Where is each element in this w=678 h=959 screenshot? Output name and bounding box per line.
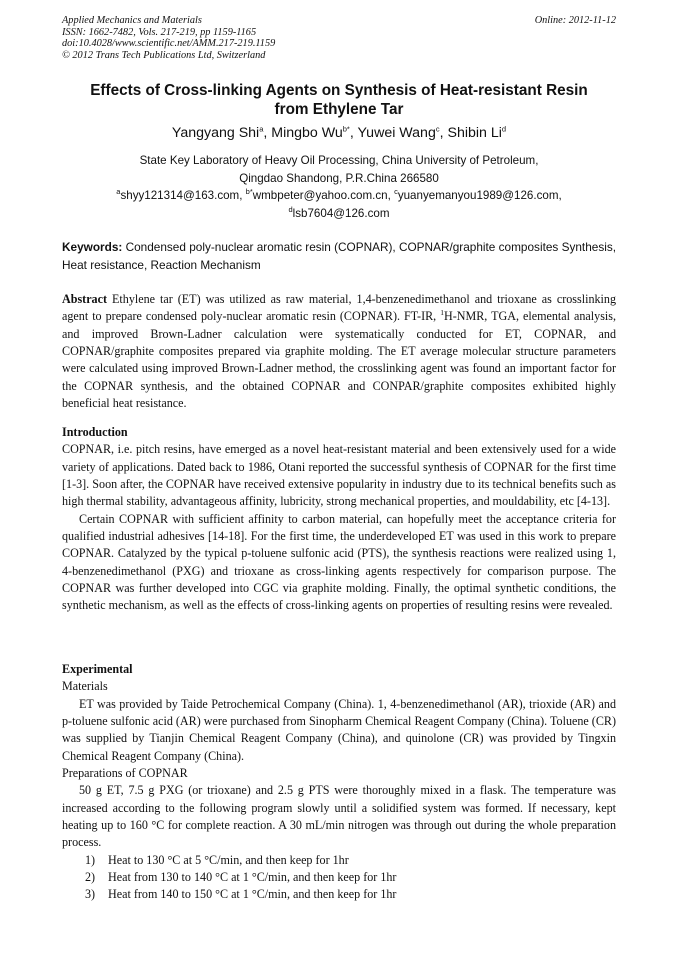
email-sup: b* xyxy=(245,187,253,197)
author-name: Yangyang Shi xyxy=(171,125,260,141)
email-address: lsb7604@126.com xyxy=(292,206,390,220)
author-sup: a xyxy=(259,124,264,134)
email-address: shyy121314@163.com, xyxy=(120,189,246,202)
title-line-2: from Ethylene Tar xyxy=(274,101,404,118)
email-address: wmbpeter@yahoo.com.cn, xyxy=(252,189,395,202)
experimental-heading: Experimental xyxy=(62,662,133,676)
email-line xyxy=(62,187,616,205)
email-sup: a xyxy=(116,187,121,197)
list-item-number: 1) xyxy=(85,852,96,867)
email-line-2 xyxy=(62,205,616,223)
email-address: yuanyemanyou1989@126.com, xyxy=(397,189,562,202)
list-item xyxy=(62,869,616,886)
abstract-label: Abstract xyxy=(62,292,108,306)
list-item xyxy=(62,886,616,903)
keywords-label: Keywords: xyxy=(62,240,123,254)
list-item-number: 3) xyxy=(85,887,96,902)
list-item xyxy=(62,852,616,869)
affiliation-line-2: Qingdao Shandong, P.R.China 266580 xyxy=(239,171,439,185)
preparation-paragraph: 50 g ET, 7.5 g PXG (or trioxane) and 2.5 g PTS were thoroughly mixed in a flask. The temperature was increased according to the following program slowly until a solidified system was formed. If necessary, kept heating up to 160 °C for complete reaction. A 30 mL/min nitrogen was through out during the whole preparation process. xyxy=(62,783,616,850)
author-sup: b* xyxy=(342,124,350,134)
abstract-text: Ethylene tar (ET) was utilized as raw material, 1,4-benzenedimethanol and trioxane as crosslinking agent to prepare condensed poly-nuclear aromatic resin (COPNAR). FT-IR, xyxy=(62,292,616,324)
introduction-paragraph-2: Certain COPNAR with sufficient affinity to carbon material, can hopefully meet the acceptance criteria for qualified industrial adhesives [14-18]. For the first time, the underdeveloped ET was used in this work to prepare COPNAR. Catalyzed by the typical p-toluene sulfonic acid (PTS), the synthesis reactions were realized using 1, 4-benzenedimethanol (PXG) and trioxane as cross-linking agents respectively for comparison purpose. The COPNAR was further developed into CGC via graphite molding. Finally, the optimal synthetic conditions, the synthetic mechanism, as well as the effects of cross-linking agents on properties of resulting resins were revealed. xyxy=(62,511,616,613)
list-item-text: Heat to 130 °C at 5 °C/min, and then keep for 1hr xyxy=(108,852,349,867)
author-sep: , xyxy=(439,125,448,141)
email-sup: c xyxy=(394,187,398,197)
list-item-text: Heat from 140 to 150 °C at 1 °C/min, and then keep for 1hr xyxy=(108,887,397,902)
materials-subheading: Materials xyxy=(62,679,108,694)
issn-line: ISSN: 1662-7482, Vols. 217-219, pp 1159-1165 xyxy=(62,26,257,38)
author-sep: , xyxy=(263,125,272,141)
author-name: Yuwei Wang xyxy=(357,125,436,141)
online-date: Online: 2012-11-12 xyxy=(534,15,616,26)
keywords-text: Condensed poly-nuclear aromatic resin (COPNAR), COPNAR/graphite composites Synthesis, Heat resistance, Reaction Mechanism xyxy=(62,240,617,272)
introduction-section xyxy=(62,424,616,615)
author-sup: c xyxy=(435,124,440,134)
abstract-block xyxy=(62,291,616,412)
paper-title xyxy=(62,81,616,119)
materials-paragraph: ET was provided by Taide Petrochemical Company (China). 1, 4-benzenedimethanol (AR), trioxide (AR) and p-toluene sulfonic acid (AR) were purchased from Sinopharm Chemical Reagent Company (China). Toluene (CR) was supplied by Tianjin Chemical Reagent Company (China), and quinolone (CR) was provided by Tingxin Chemical Reagent Company (China). xyxy=(62,696,616,763)
list-item-number: 2) xyxy=(85,870,96,885)
author-name: Shibin Li xyxy=(447,125,502,141)
experimental-section xyxy=(62,661,616,904)
abstract-sup: 1 xyxy=(440,308,444,318)
heating-program-list xyxy=(62,852,616,904)
copyright-line: © 2012 Trans Tech Publications Ltd, Switzerland xyxy=(62,49,266,61)
author-sup: d xyxy=(501,124,507,134)
introduction-paragraph-1: COPNAR, i.e. pitch resins, have emerged as a novel heat-resistant material and been extensively used for a wide variety of applications. Dated back to 1986, Otani reported the successful synthesis of COPNAR for the first time [1-3]. Soon after, the COPNAR have received extensive popularity in industry due to its technical benefits such as high thermal stability, advantageous affinity, lubricity, strong mechanical properties, and mouldability, etc [4-13]. xyxy=(62,442,616,509)
journal-name: Applied Mechanics and Materials xyxy=(62,15,202,26)
introduction-heading: Introduction xyxy=(62,425,128,439)
email-sup: d xyxy=(288,204,293,214)
doi-line: doi:10.4028/www.scientific.net/AMM.217-219.1159 xyxy=(62,38,276,49)
keywords-block xyxy=(62,238,616,274)
abstract-text-cont: H-NMR, TGA, elemental analysis, and improved Brown-Ladner calculation were systematically conducted for ET, COPNAR, and COPNAR/graphite composites prepared via graphite molding. The ET average molecular structure parameters were calculated using improved Brown-Ladner method, the crosslinking agent was found an important factor for the COPNAR synthesis, and the obtained COPNAR and CONPAR/graphite composites exhibited highly beneficial heat resistance. xyxy=(62,309,616,411)
author-list xyxy=(62,124,616,142)
title-line-1: Effects of Cross-linking Agents on Synthesis of Heat-resistant Resin xyxy=(90,82,588,99)
affiliation-block xyxy=(62,152,616,222)
author-name: Mingbo Wu xyxy=(271,125,343,141)
author-sep: , xyxy=(349,125,358,141)
journal-header xyxy=(62,15,616,61)
list-item-text: Heat from 130 to 140 °C at 1 °C/min, and then keep for 1hr xyxy=(108,870,397,885)
affiliation-line-1: State Key Laboratory of Heavy Oil Processing, China University of Petroleum, xyxy=(139,154,539,167)
preparation-subheading: Preparations of COPNAR xyxy=(62,766,188,781)
